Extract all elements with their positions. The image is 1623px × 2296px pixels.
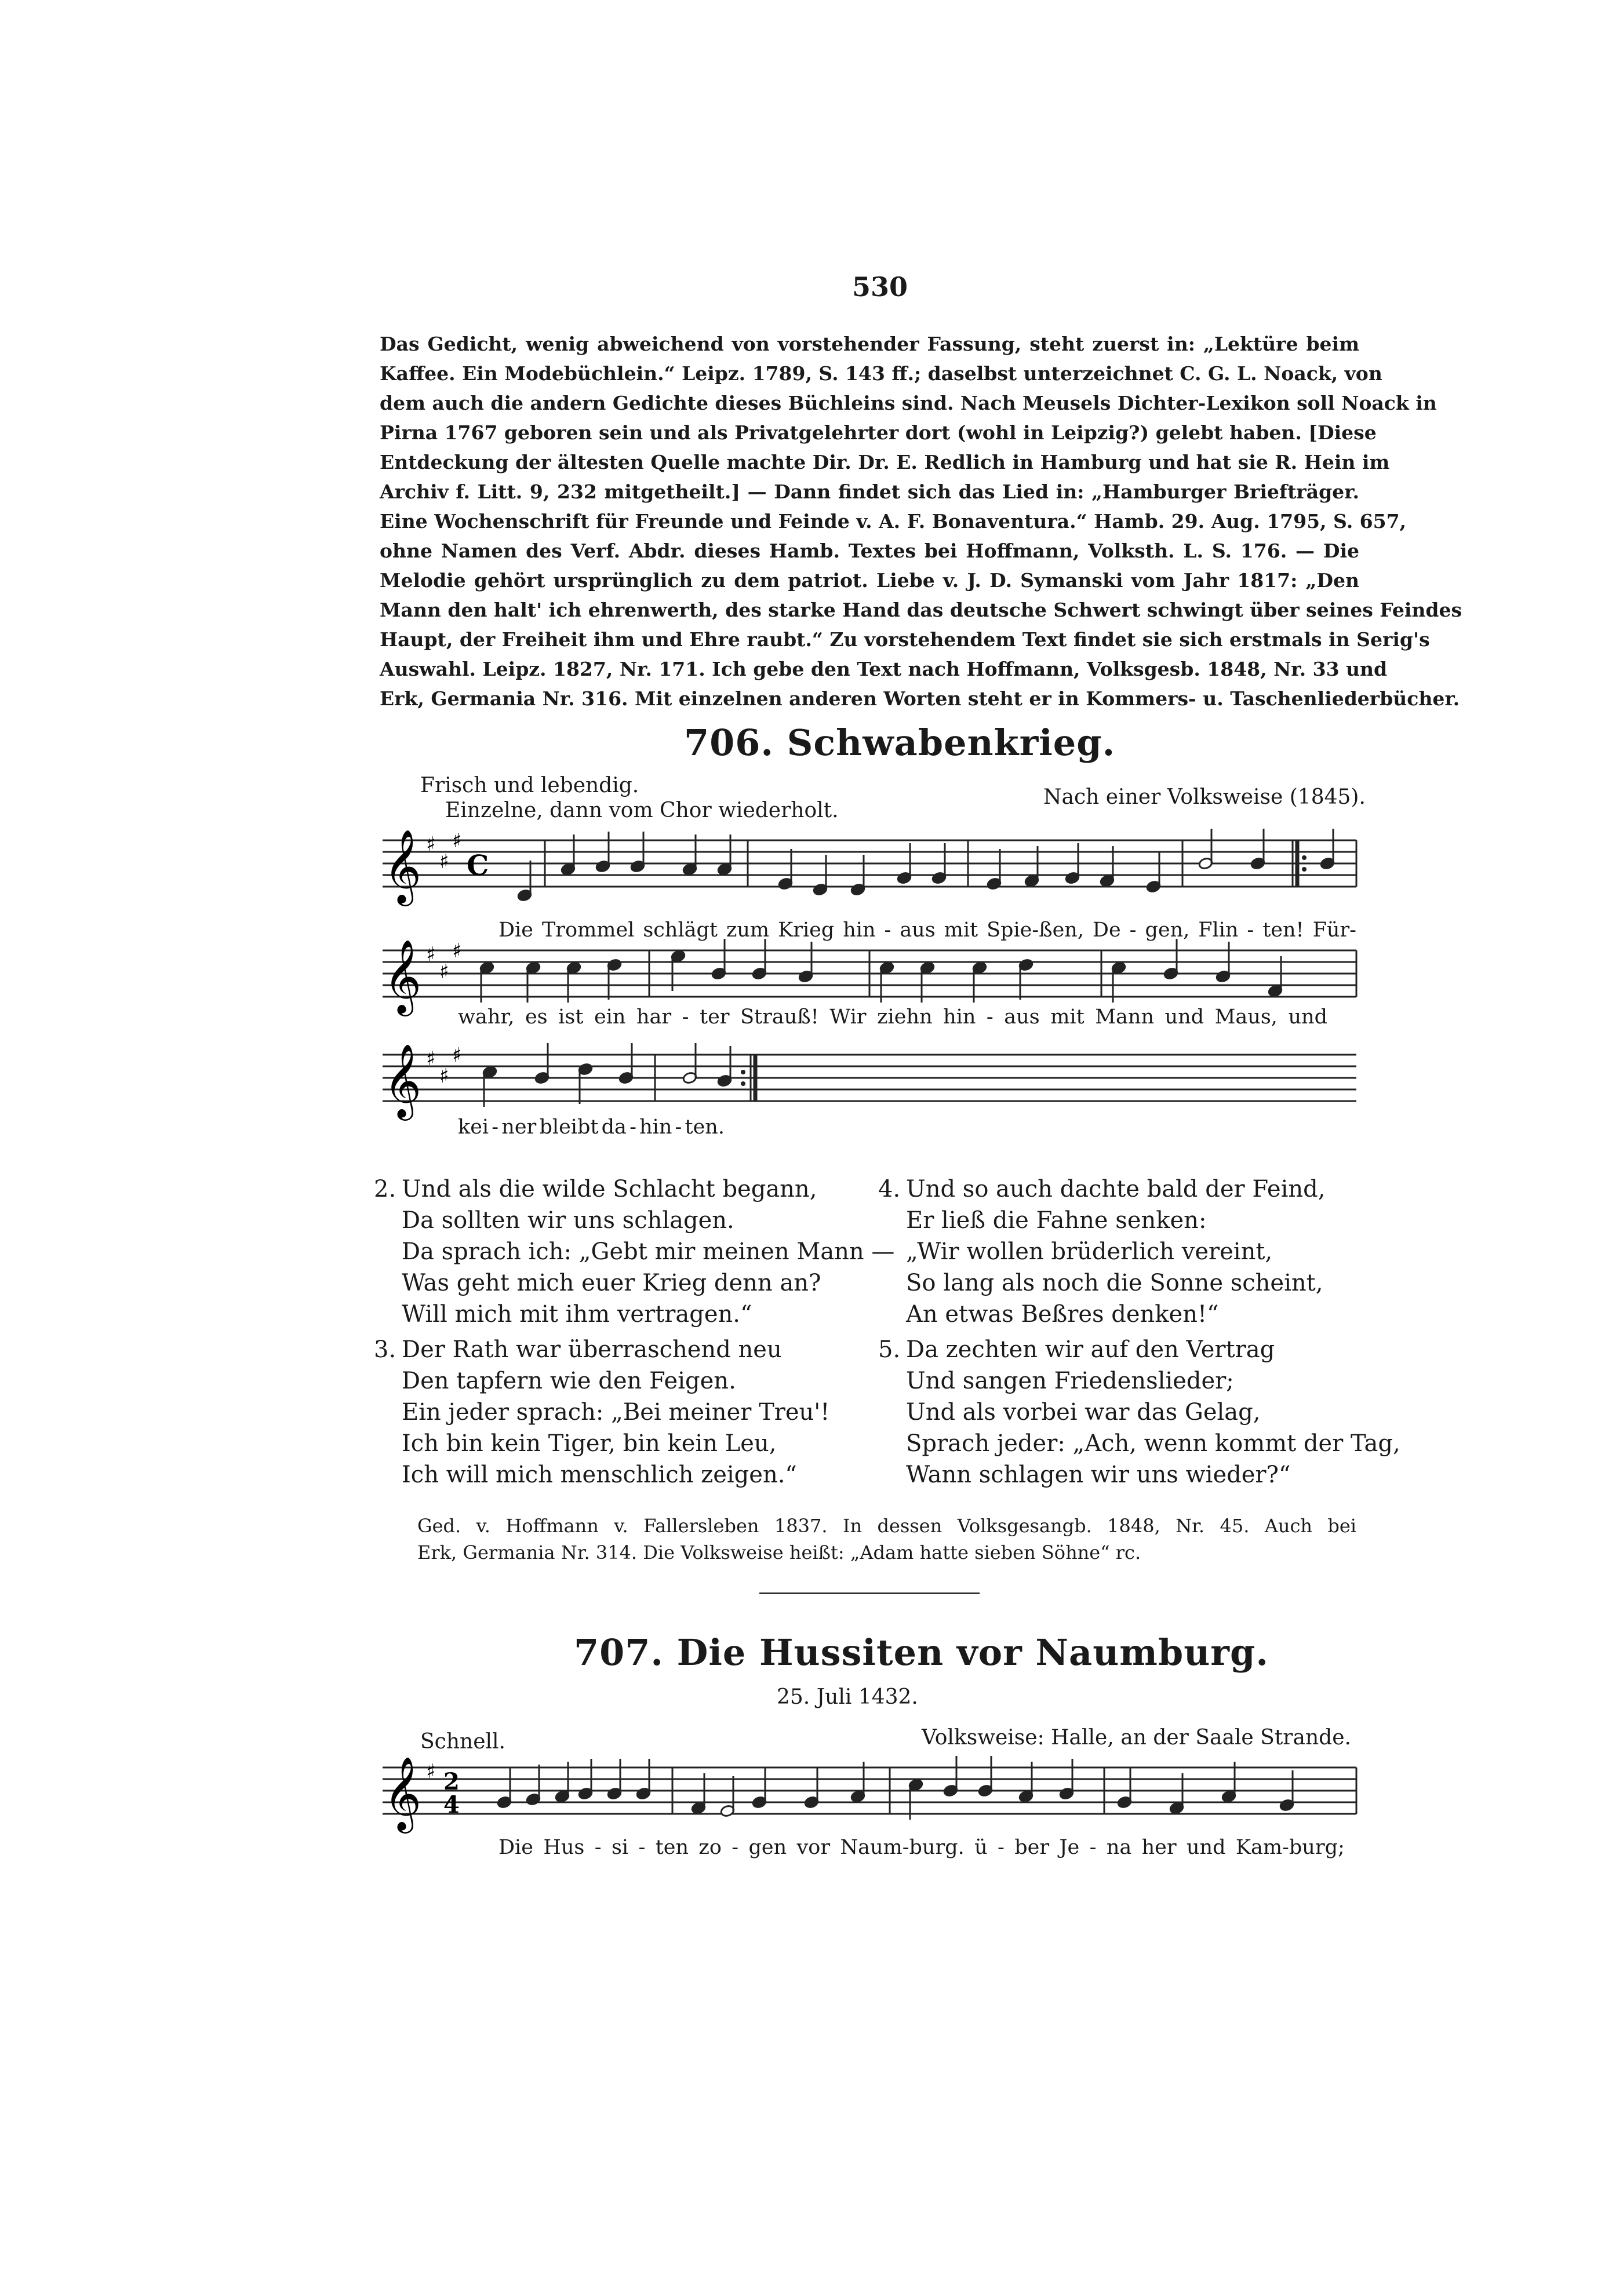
- lyric-syllable: hin: [943, 1005, 976, 1029]
- lyric-syllable: hin: [639, 1116, 672, 1139]
- lyric-syllable: -: [675, 1116, 682, 1139]
- lyric-syllable: ter: [700, 1005, 730, 1029]
- verse-line: „Wir wollen brüderlich vereint,: [906, 1238, 1273, 1265]
- intro-line: dem auch die andern Gedichte dieses Büchleins sind. Nach Meusels Dichter-Lexikon soll Noack in: [380, 392, 1437, 414]
- intro-line: Eine Wochenschrift für Freunde und Feinde v. A. F. Bonaventura.“ Hamb. 29. Aug. 1795, S. 657,: [380, 510, 1407, 533]
- lyric-syllable: si: [611, 1836, 629, 1859]
- lyric-syllable: -: [732, 1836, 739, 1859]
- lyric-syllable: wahr,: [458, 1005, 515, 1029]
- lyric-syllable: ein: [594, 1005, 626, 1029]
- lyric-syllable: na: [1106, 1836, 1132, 1859]
- intro-line: ohne Namen des Verf. Abdr. dieses Hamb. Textes bei Hoffmann, Volksth. L. S. 176. — Die: [380, 540, 1359, 562]
- song-707-title: Die Hussiten vor Naumburg.: [676, 1631, 1269, 1674]
- lyric-syllable: -: [629, 1116, 636, 1139]
- sharp-icon: ♯: [439, 960, 449, 983]
- song-706-tempo: Frisch und lebendig.: [420, 774, 639, 797]
- verse-line: Ich bin kein Tiger, bin kein Leu,: [402, 1430, 777, 1457]
- song-707-source: Volksweise: Halle, an der Saale Strande.: [922, 1726, 1351, 1750]
- intro-line: Mann den halt' ich ehrenwerth, des starke Hand das deutsche Schwert schwingt über seines Feindes: [380, 599, 1462, 621]
- verse-line: Den tapfern wie den Feigen.: [402, 1368, 736, 1394]
- lyric-syllable: ziehn: [877, 1005, 933, 1029]
- lyric-syllable: -: [594, 1836, 602, 1859]
- lyric-syllable: ten!: [1262, 919, 1304, 942]
- common-time-icon: C: [467, 850, 489, 882]
- sharp-icon: ♯: [426, 943, 436, 966]
- verse-5: [878, 1334, 1400, 1490]
- lyric-syllable: Die: [498, 919, 533, 942]
- verse-line: So lang als noch die Sonne scheint,: [906, 1270, 1323, 1296]
- lyric-syllable: -: [986, 1005, 994, 1029]
- lyric-syllable: De: [1092, 919, 1121, 942]
- intro-line: Haupt, der Freiheit ihm und Ehre raubt.“ Zu vorstehendem Text findet sie sich erstmals in Serig's: [380, 628, 1430, 651]
- intro-line: Archiv f. Litt. 9, 232 mitgetheilt.] — Dann findet sich das Lied in: „Hamburger Briefträger.: [380, 480, 1359, 503]
- sharp-icon: ♯: [439, 850, 449, 873]
- footnote-line: Erk, Germania Nr. 314. Die Volksweise heißt: „Adam hatte sieben Söhne“ rc.: [417, 1541, 1141, 1564]
- song-706-performance: Einzelne, dann vom Chor wiederholt.: [445, 799, 839, 822]
- lyric-syllable: und: [1186, 1836, 1226, 1859]
- sharp-icon: ♯: [452, 939, 462, 963]
- lyric-syllable: gen,: [1145, 919, 1190, 942]
- lyric-syllable: aus: [900, 919, 936, 942]
- verse-line: Und sangen Friedenslieder;: [906, 1368, 1234, 1394]
- song-706-footnote: [417, 1513, 1356, 1566]
- lyric-syllable: Kam-burg;: [1235, 1836, 1345, 1859]
- verse-line: Da sprach ich: „Gebt mir meinen Mann —: [402, 1238, 895, 1265]
- lyric-syllable: Je: [1059, 1836, 1080, 1859]
- lyric-syllable: mit: [1050, 1005, 1085, 1029]
- intro-line: Entdeckung der ältesten Quelle machte Dir. Dr. E. Redlich in Hamburg und hat sie R. Hein im: [380, 451, 1390, 473]
- intro-line: Auswahl. Leipz. 1827, Nr. 171. Ich gebe den Text nach Hoffmann, Volksgesb. 1848, Nr. 33 und: [380, 658, 1388, 680]
- sharp-icon: ♯: [426, 833, 436, 856]
- verse-number: 4.: [878, 1176, 901, 1202]
- verse-line: Was geht mich euer Krieg denn an?: [402, 1270, 821, 1296]
- verse-line: Da zechten wir auf den Vertrag: [906, 1336, 1275, 1363]
- lyric-syllable: ten.: [685, 1116, 725, 1139]
- lyric-syllable: ten: [655, 1836, 689, 1859]
- lyric-syllable: ü: [974, 1836, 988, 1859]
- verse-4: [878, 1173, 1325, 1330]
- verse-line: Er ließ die Fahne senken:: [906, 1207, 1207, 1234]
- verse-line: Sprach jeder: „Ach, wenn kommt der Tag,: [906, 1430, 1400, 1457]
- staff-706-3: [371, 1037, 1368, 1124]
- lyric-syllable: zum: [726, 919, 770, 942]
- sharp-icon: ♯: [439, 1065, 449, 1088]
- verse-2: [374, 1173, 894, 1330]
- lyric-syllable: -: [1089, 1836, 1097, 1859]
- lyric-syllable: Naum-burg.: [840, 1836, 965, 1859]
- lyric-syllable: -: [998, 1836, 1005, 1859]
- verse-number: 5.: [878, 1336, 901, 1363]
- lyric-syllable: Die: [498, 1836, 533, 1859]
- treble-clef-icon: 𝄞: [384, 1043, 422, 1117]
- verse-line: Ein jeder sprach: „Bei meiner Treu'!: [402, 1399, 830, 1426]
- verse-line: An etwas Beßres denken!“: [906, 1301, 1219, 1328]
- lyric-syllable: bleibt: [539, 1116, 599, 1139]
- verse-3: [374, 1334, 829, 1490]
- verse-line: Und als die wilde Schlacht begann,: [402, 1176, 817, 1202]
- verse-number: 2.: [374, 1176, 396, 1202]
- intro-line: Melodie gehört ursprünglich zu dem patriot. Liebe v. J. D. Symanski vom Jahr 1817: „Den: [380, 569, 1359, 592]
- lyrics-707-line-1: [498, 1836, 1345, 1859]
- lyric-syllable: -: [1129, 919, 1137, 942]
- verse-line: Ich will mich menschlich zeigen.“: [402, 1462, 797, 1488]
- lyric-syllable: -: [492, 1116, 499, 1139]
- treble-clef-icon: 𝄞: [384, 939, 422, 1013]
- lyric-syllable: -: [884, 919, 891, 942]
- lyric-syllable: Wir: [829, 1005, 867, 1029]
- lyric-syllable: hin: [843, 919, 876, 942]
- lyric-syllable: Maus,: [1214, 1005, 1278, 1029]
- lyric-syllable: Für-: [1312, 919, 1356, 942]
- song-707-heading: [574, 1631, 1269, 1674]
- lyric-syllable: Hus: [543, 1836, 585, 1859]
- lyric-syllable: zo: [698, 1836, 722, 1859]
- sharp-icon: ♯: [426, 1047, 436, 1070]
- lyric-syllable: und: [1288, 1005, 1327, 1029]
- page-number: 530: [852, 271, 908, 303]
- lyric-syllable: aus: [1004, 1005, 1040, 1029]
- treble-clef-icon: 𝄞: [384, 1756, 422, 1830]
- lyric-syllable: ber: [1014, 1836, 1050, 1859]
- lyric-syllable: kei: [458, 1116, 489, 1139]
- song-707-date: 25. Juli 1432.: [777, 1685, 918, 1709]
- section-divider: [759, 1592, 980, 1594]
- footnote-line: Ged. v. Hoffmann v. Fallersleben 1837. In dessen Volksgesangb. 1848, Nr. 45. Auch bei: [417, 1515, 1356, 1537]
- lyric-syllable: ner: [501, 1116, 537, 1139]
- lyric-syllable: -: [638, 1836, 646, 1859]
- lyric-syllable: da: [601, 1116, 627, 1139]
- lyric-syllable: Spie-ßen,: [987, 919, 1084, 942]
- time-signature-bottom: 4: [443, 1791, 460, 1818]
- sharp-icon: ♯: [426, 1760, 436, 1783]
- lyric-syllable: und: [1165, 1005, 1204, 1029]
- intro-line: Kaffee. Ein Modebüchlein.“ Leipz. 1789, S. 143 ff.; daselbst unterzeichnet C. G. L. Noack, von: [380, 362, 1382, 385]
- lyric-syllable: schlägt: [643, 919, 718, 942]
- verse-line: Der Rath war überraschend neu: [402, 1336, 782, 1363]
- song-706-number: 706.: [684, 721, 774, 764]
- staff-707-1: [371, 1750, 1368, 1843]
- lyrics-706-line-2: [458, 1005, 1327, 1029]
- verse-line: Und so auch dachte bald der Feind,: [906, 1176, 1326, 1202]
- song-706-source: Nach einer Volksweise (1845).: [1043, 785, 1366, 809]
- intro-line: Das Gedicht, wenig abweichend von vorstehender Fassung, steht zuerst in: „Lektüre beim: [380, 333, 1359, 355]
- verse-line: Wann schlagen wir uns wieder?“: [906, 1462, 1291, 1488]
- lyric-syllable: her: [1141, 1836, 1177, 1859]
- time-signature-top: 2: [443, 1768, 460, 1795]
- lyrics-706-line-3: [458, 1116, 725, 1139]
- lyric-syllable: har: [636, 1005, 672, 1029]
- song-707-number: 707.: [574, 1631, 664, 1674]
- lyric-syllable: Flin: [1198, 919, 1239, 942]
- lyric-syllable: -: [682, 1005, 689, 1029]
- lyric-syllable: Strauß!: [740, 1005, 819, 1029]
- intro-paragraph: [380, 329, 1462, 713]
- sharp-icon: ♯: [452, 829, 462, 852]
- lyric-syllable: vor: [796, 1836, 831, 1859]
- lyric-syllable: gen: [748, 1836, 787, 1859]
- lyric-syllable: mit: [944, 919, 978, 942]
- song-707-tempo: Schnell.: [420, 1730, 505, 1754]
- intro-line: Pirna 1767 geboren sein und als Privatgelehrter dort (wohl in Leipzig?) gelebt haben. [Diese: [380, 421, 1377, 444]
- lyric-syllable: Mann: [1095, 1005, 1154, 1029]
- sharp-icon: ♯: [452, 1044, 462, 1067]
- lyric-syllable: -: [1247, 919, 1254, 942]
- song-706-heading: [684, 721, 1115, 764]
- lyric-syllable: ist: [558, 1005, 584, 1029]
- verse-line: Will mich mit ihm vertragen.“: [402, 1301, 752, 1328]
- verse-line: Und als vorbei war das Gelag,: [906, 1399, 1261, 1426]
- intro-line: Erk, Germania Nr. 316. Mit einzelnen anderen Worten steht er in Kommers- u. Taschenliederbücher.: [380, 687, 1460, 710]
- lyric-syllable: Krieg: [778, 919, 835, 942]
- lyric-syllable: es: [525, 1005, 548, 1029]
- treble-clef-icon: 𝄞: [384, 829, 422, 903]
- lyric-syllable: Trommel: [541, 919, 635, 942]
- song-706-title: Schwabenkrieg.: [787, 721, 1116, 764]
- verse-number: 3.: [374, 1336, 396, 1363]
- staff-706-1: [371, 823, 1368, 910]
- verse-line: Da sollten wir uns schlagen.: [402, 1207, 734, 1234]
